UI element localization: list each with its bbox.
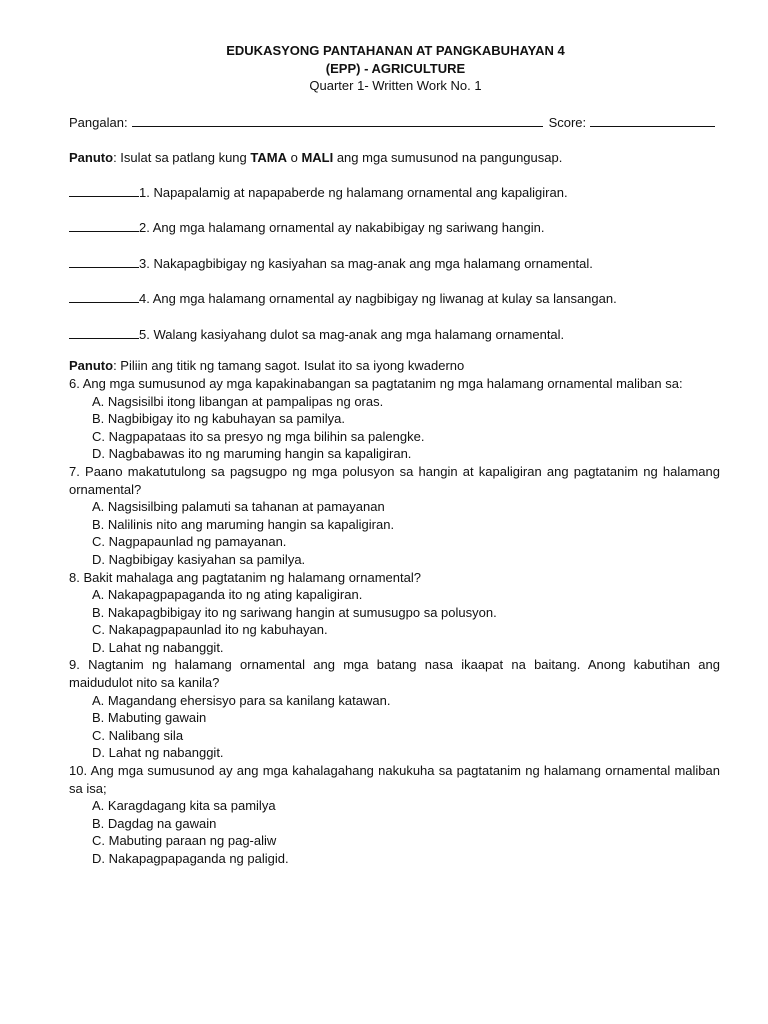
option-list (69, 586, 720, 656)
option: D. Lahat ng nabanggit. (92, 639, 224, 655)
name-field[interactable] (132, 114, 543, 127)
or-word: o (286, 150, 302, 166)
option: C. Mabuting paraan ng pag-aliw (92, 833, 277, 849)
tf-statement: 5. Walang kasiyahang dulot sa mag-anak ang mga halamang ornamental. (139, 326, 565, 342)
question-block (69, 569, 720, 657)
tf-item (69, 326, 720, 344)
option: D. Nagbabawas ito ng maruming hangin sa kapaligiran. (92, 446, 412, 462)
option: A. Karagdagang kita sa pamilya (92, 798, 276, 814)
option: B. Mabuting gawain (92, 710, 207, 726)
answer-blank[interactable] (69, 184, 139, 197)
option: C. Nakapagpapaunlad ito ng kabuhayan. (92, 622, 328, 638)
question-block (69, 375, 720, 463)
score-label: Score: (548, 114, 587, 130)
tf-item (69, 290, 720, 308)
score-field[interactable] (590, 114, 715, 127)
worksheet-header (69, 42, 722, 95)
instruction-text-b: ang mga sumusunod na pangungusap. (333, 150, 563, 166)
question-block (69, 463, 720, 569)
question-text: 6. Ang mga sumusunod ay mga kapakinabangan sa pagtatanim ng mga halamang ornamental maliban sa: (69, 375, 683, 391)
tf-item (69, 184, 720, 202)
option: A. Nakapagpapaganda ito ng ating kapaligiran. (92, 587, 363, 603)
question-block (69, 656, 720, 762)
option-list (69, 797, 720, 867)
true-false-list (69, 184, 720, 344)
option: C. Nagpapataas ito sa presyo ng mga bilihin sa palengke. (92, 428, 425, 444)
instruction-text-a: : Isulat sa patlang kung (113, 150, 251, 166)
part1-instruction (69, 149, 720, 167)
question-text: 9. Nagtanim ng halamang ornamental ang mga batang nasa ikaapat na baitang. Anong kabutihan ang maidudulot nito sa kanila? (69, 657, 720, 691)
title-line-1: EDUKASYONG PANTAHANAN AT PANGKABUHAYAN 4 (226, 43, 565, 58)
answer-blank[interactable] (69, 290, 139, 303)
option: D. Lahat ng nabanggit. (92, 745, 224, 761)
part2-instruction (69, 357, 720, 375)
option: A. Nagsisilbi itong libangan at pampalipas ng oras. (92, 393, 384, 409)
option-list (69, 498, 720, 568)
question-block (69, 762, 720, 868)
option: A. Magandang ehersisyo para sa kanilang katawan. (92, 692, 391, 708)
name-score-row (69, 114, 720, 132)
title-line-2: (EPP) - AGRICULTURE (325, 60, 466, 76)
option: D. Nakapagpapaganda ng paligid. (92, 851, 289, 867)
answer-blank[interactable] (69, 255, 139, 268)
question-text: 8. Bakit mahalaga ang pagtatanim ng halamang ornamental? (69, 569, 421, 585)
option: C. Nagpapaunlad ng pamayanan. (92, 534, 287, 550)
tf-statement: 2. Ang mga halamang ornamental ay nakabibigay ng sariwang hangin. (139, 220, 545, 236)
tf-item (69, 219, 720, 237)
question-text: 7. Paano makatutulong sa pagsugpo ng mga polusyon sa hangin at kapaligiran ang pagtatanim ng halamang ornamental? (69, 463, 720, 497)
name-label: Pangalan: (69, 114, 128, 130)
subtitle: Quarter 1- Written Work No. 1 (309, 78, 482, 94)
option: C. Nalibang sila (92, 727, 184, 743)
tf-statement: 3. Nakapagbibigay ng kasiyahan sa mag-anak ang mga halamang ornamental. (139, 255, 593, 271)
question-text: 10. Ang mga sumusunod ay ang mga kahalagahang nakukuha sa pagtatanim ng halamang ornamental maliban sa isa; (69, 763, 720, 796)
option: D. Nagbibigay kasiyahan sa pamilya. (92, 551, 306, 567)
answer-blank[interactable] (69, 326, 139, 339)
option: B. Nakapagbibigay ito ng sariwang hangin at sumusugpo sa polusyon. (92, 604, 497, 620)
mali-word: MALI (301, 150, 334, 166)
multiple-choice-list (69, 375, 720, 868)
tf-statement: 1. Napapalamig at napapaberde ng halamang ornamental ang kapaligiran. (139, 184, 568, 200)
tf-item (69, 255, 720, 273)
option: A. Nagsisilbing palamuti sa tahanan at pamayanan (92, 499, 385, 515)
instruction-text: : Piliin ang titik ng tamang sagot. Isulat ito sa iyong kwaderno (113, 358, 465, 374)
option: B. Nagbibigay ito ng kabuhayan sa pamilya. (92, 411, 345, 427)
option: B. Dagdag na gawain (92, 815, 217, 831)
instruction-label: Panuto (69, 358, 114, 374)
option: B. Nalilinis nito ang maruming hangin sa kapaligiran. (92, 516, 395, 532)
option-list (69, 692, 720, 762)
answer-blank[interactable] (69, 219, 139, 232)
tama-word: TAMA (250, 150, 287, 166)
tf-statement: 4. Ang mga halamang ornamental ay nagbibigay ng liwanag at kulay sa lansangan. (139, 291, 617, 307)
option-list (69, 393, 720, 463)
instruction-label: Panuto (69, 150, 114, 166)
